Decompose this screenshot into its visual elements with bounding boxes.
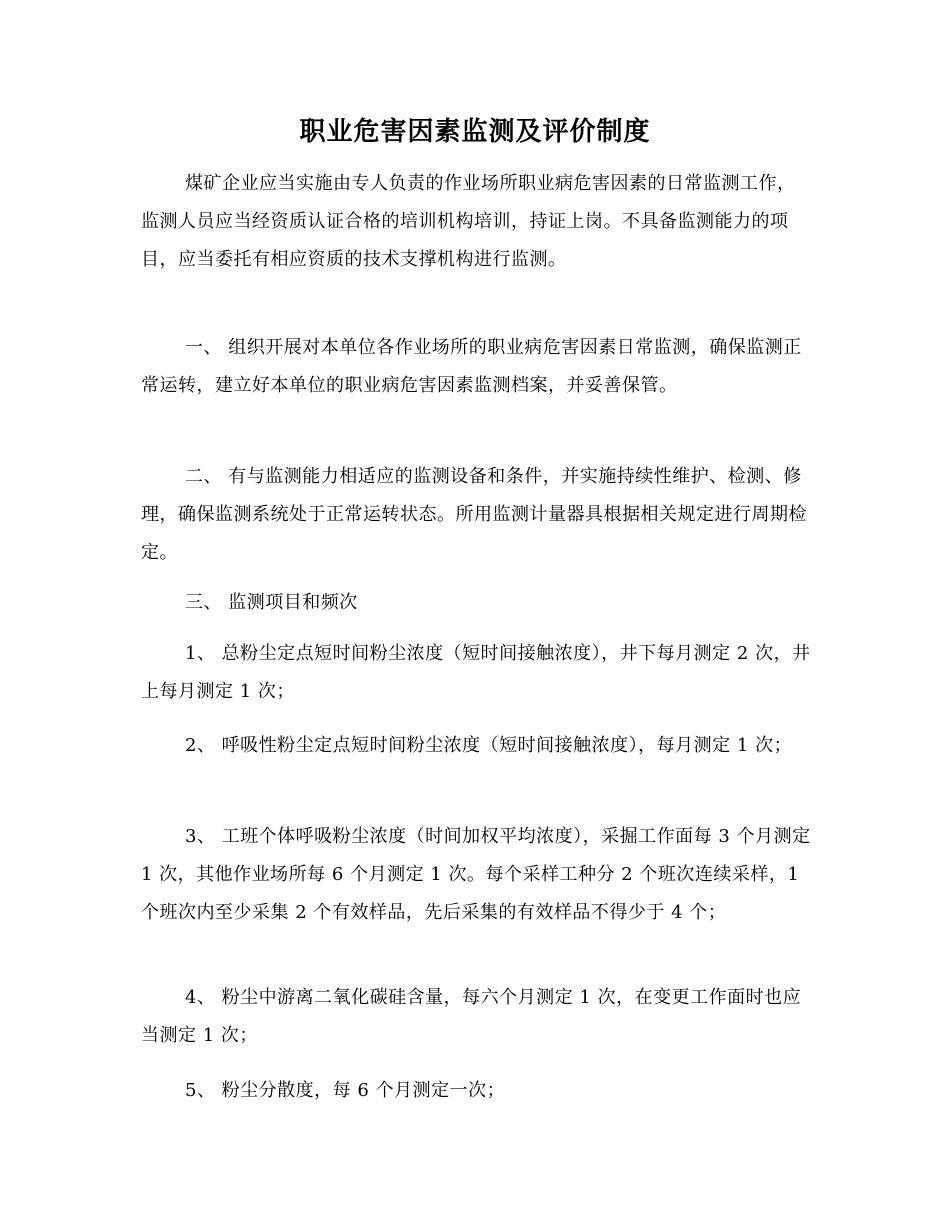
section-three-heading: 三、 监测项目和频次 (185, 592, 358, 613)
intro-paragraph: 煤矿企业应当实施由专人负责的作业场所职业病危害因素的日常监测工作，监测人员应当经资质认证合格的培训机构培训，持证上岗。不具备监测能力的项目，应当委托有相应资质的技术支撑机构进行监测。 (141, 173, 796, 270)
item-5-paragraph: 5、 粉尘分散度，每 6 个月测定一次； (185, 1080, 506, 1101)
section-two-paragraph: 二、 有与监测能力相适应的监测设备和条件，并实施持续性维护、检测、修理，确保监测系统处于正常运转状态。所用监测计量器具根据相关规定进行周期检定。 (141, 466, 807, 563)
document-title: 职业危害因素监测及评价制度 (299, 117, 651, 147)
item-1-paragraph: 1、 总粉尘定点短时间粉尘浓度（短时间接触浓度），井下每月测定 2 次，井上每月测定 1 次； (141, 643, 811, 702)
item-3-paragraph: 3、 工班个体呼吸粉尘浓度（时间加权平均浓度），采掘工作面每 3 个月测定 1 次，其他作业场所每 6 个月测定 1 次。每个采样工种分 2 个班次连续采样，1 个班次内至少采集 2 个有效样品，先后采集的有效样品不得少于 4 个； (141, 826, 811, 923)
item-4-paragraph: 4、 粉尘中游离二氧化碳硅含量，每六个月测定 1 次，在变更工作面时也应当测定 1 次； (141, 987, 802, 1046)
section-one-paragraph: 一、 组织开展对本单位各作业场所的职业病危害因素日常监测，确保监测正常运转，建立好本单位的职业病危害因素监测档案，并妥善保管。 (141, 337, 802, 396)
item-2-paragraph: 2、 呼吸性粉尘定点短时间粉尘浓度（短时间接触浓度），每月测定 1 次； (185, 735, 793, 756)
